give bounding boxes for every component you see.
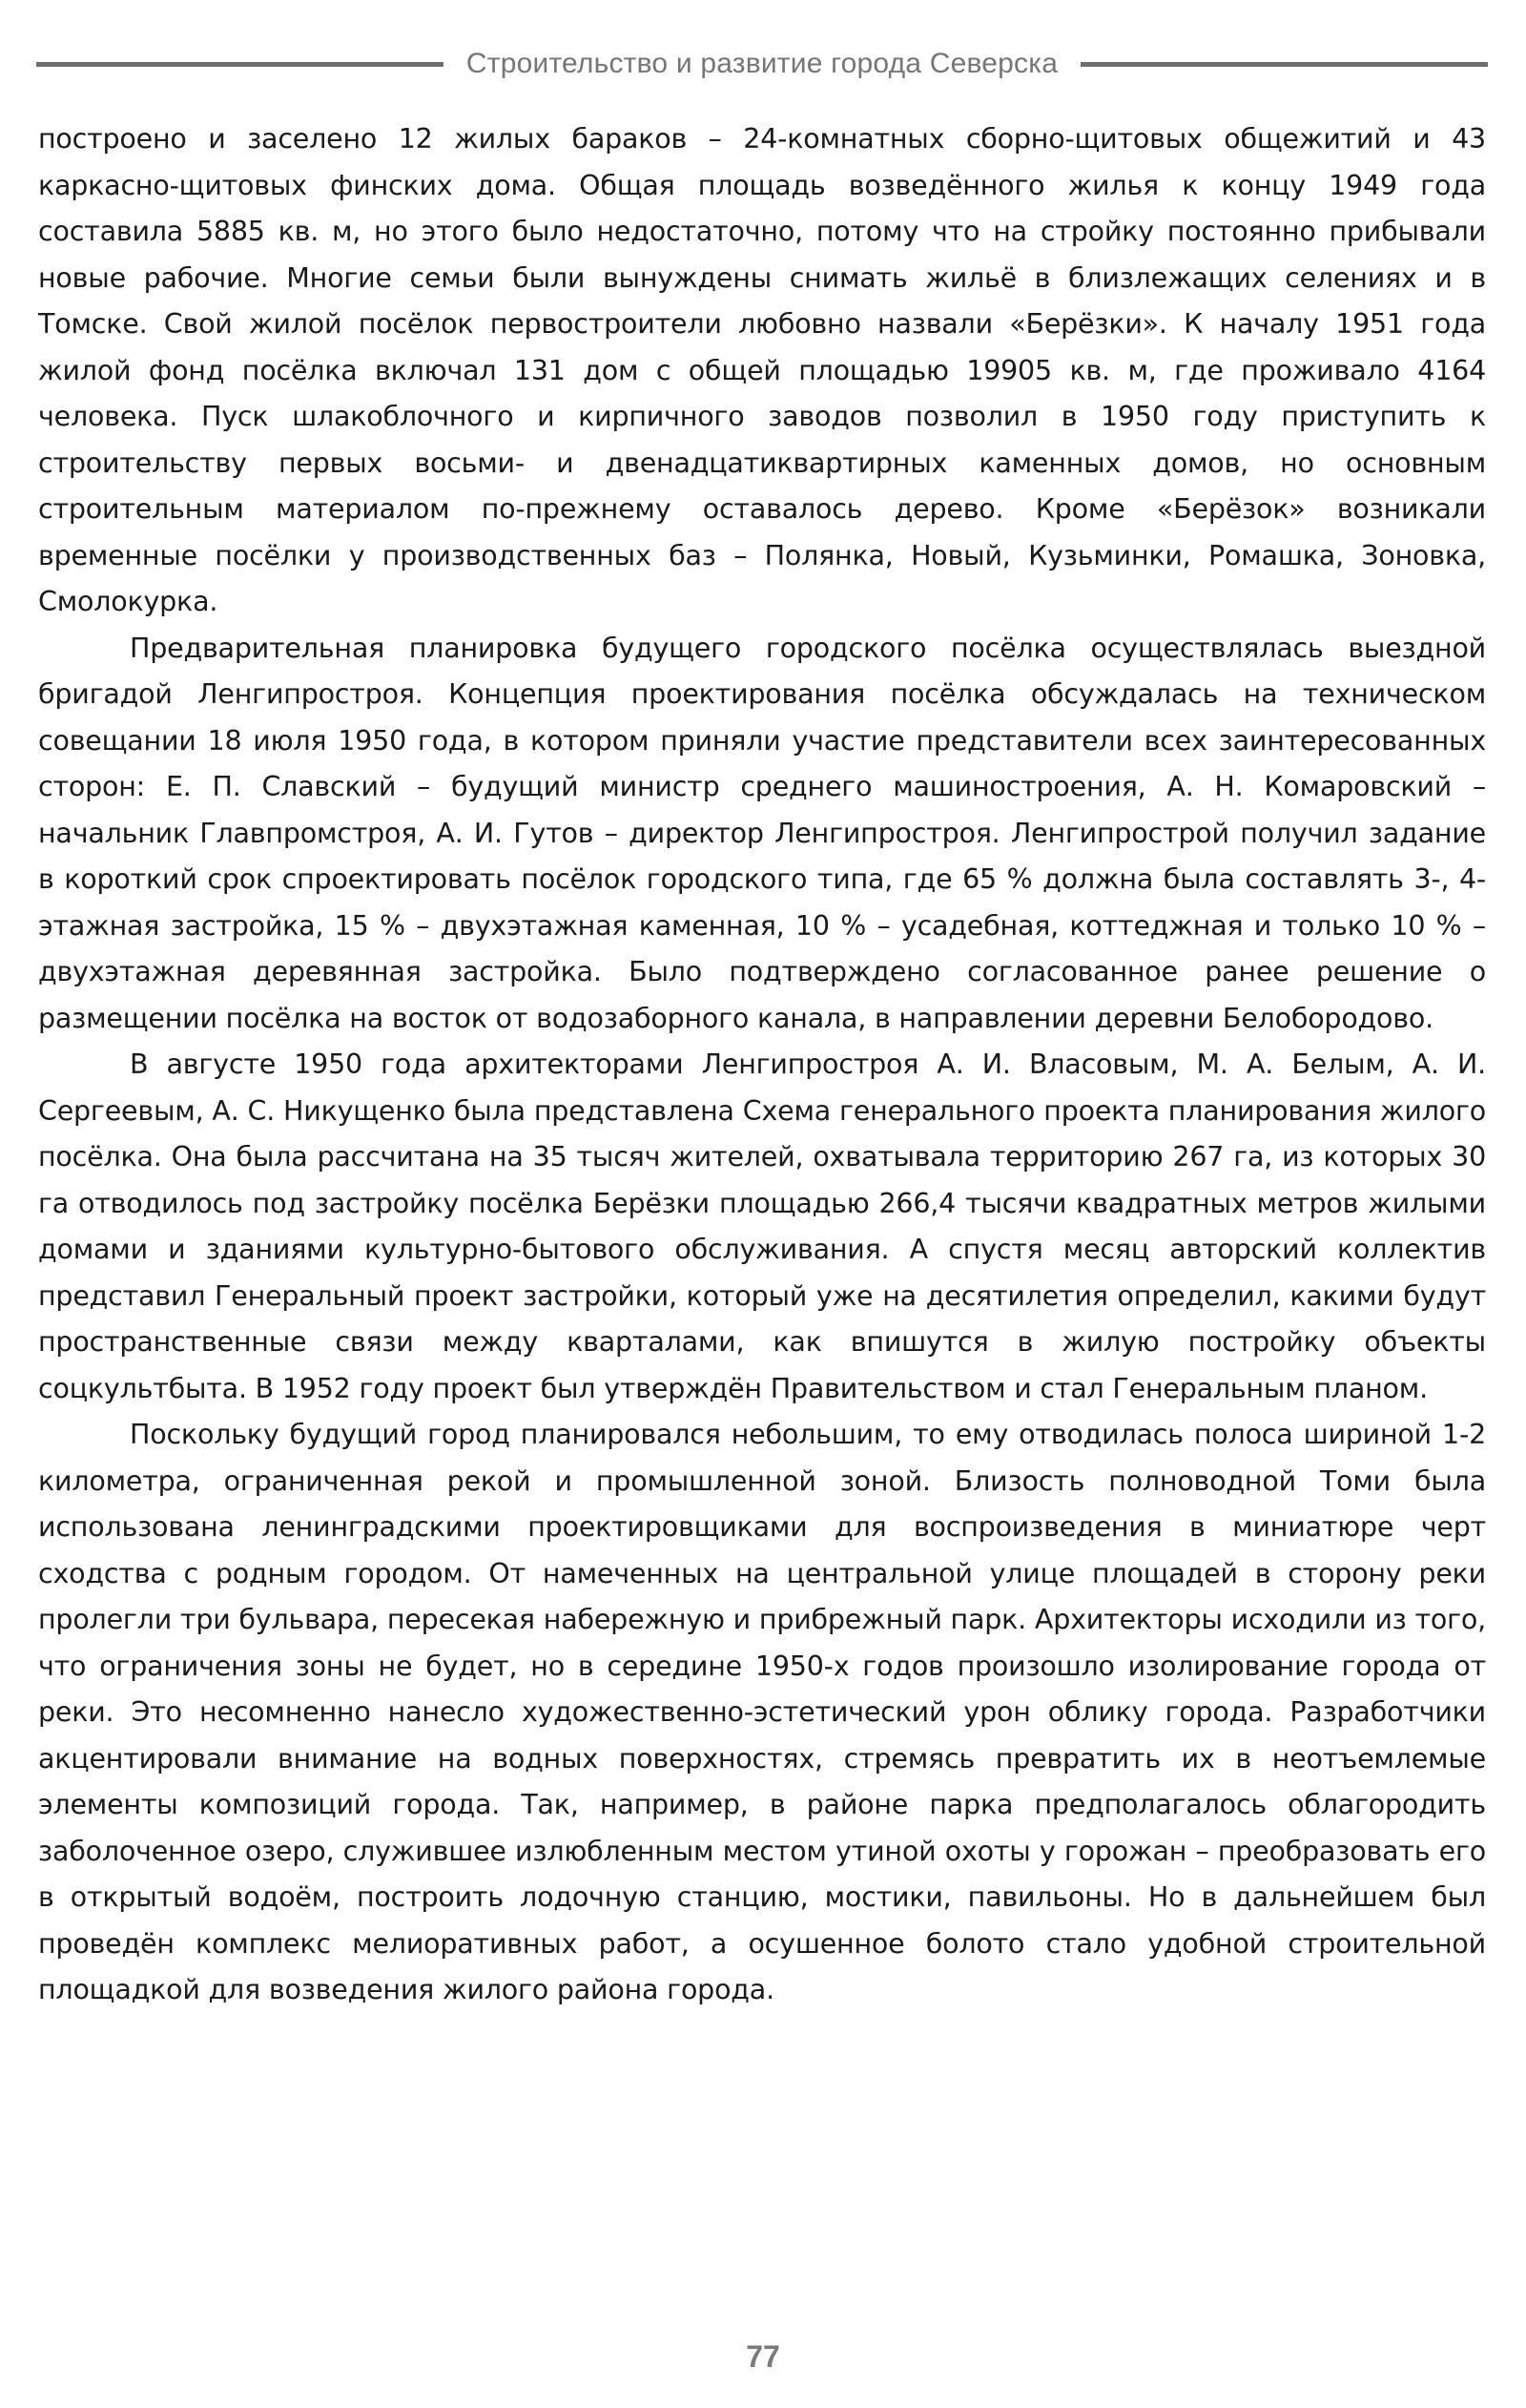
paragraph-2: Предварительная планировка будущего городского посёлка осуществлялась выездной бригадой Ленгипростроя. Концепция проектирования посёлка обсуждалась на техническом совещании 18 июля 1950 года, в котором приняли участие представители всех заинтересованных сторон: Е. П. Славский – будущий министр среднего машиностроения, А. Н. Комаровский – начальник Главпромстроя, А. И. Гутов – директор Ленгипростроя. Ленгипрострой получил задание в короткий срок спроектировать посёлок городского типа, где 65 % должна была составлять 3-, 4-этажная застройка, 15 % – двухэтажная каменная, 10 % – усадебная, коттеджная и только 10 % – двухэтажная деревянная застройка. Было подтверждено согласованное ранее решение о размещении посёлка на восток от водозаборного канала, в направлении деревни Белобородово. <box>38 632 1486 1034</box>
header-title: Строительство и развитие города Северска <box>465 48 1059 79</box>
header-rule-right <box>1081 62 1488 67</box>
header-rule-left <box>36 62 443 67</box>
running-header <box>36 38 1488 90</box>
page-number: 77 <box>746 2339 780 2374</box>
paragraph-4: Поскольку будущий город планировался небольшим, то ему отводилась полоса шириной 1-2 километра, ограниченная рекой и промышленной зоной. Близость полноводной Томи была использована ленинградскими проектировщиками для воспроизведения в миниатюре черт сходства с родным городом. От намеченных на центральной улице площадей в сторону реки пролегли три бульвара, пересекая набережную и прибрежный парк. Архитекторы исходили из того, что ограничения зоны не будет, но в середине 1950-х годов произошло изолирование города от реки. Это несомненно нанесло художественно-эстетический урон облику города. Разработчики акцентировали внимание на водных поверхностях, стремясь превратить их в неотъемлемые элементы композиций города. Так, например, в районе парка предполагалось облагородить заболоченное озеро, служившее излюбленным местом утиной охоты у горожан – преобразовать его в открытый водоём, построить лодочную станцию, мостики, павильоны. Но в дальнейшем был проведён комплекс мелиоративных работ, а осушенное болото стало удобной строительной площадкой для возведения жилого района города. <box>38 1419 1486 2005</box>
paragraph-1: построено и заселено 12 жилых бараков – 24-комнатных сборно-щитовых общежитий и 43 каркасно-щитовых финских дома. Общая площадь возведённого жилья к концу 1949 года составила 5885 кв. м, но этого было недостаточно, потому что на стройку постоянно прибывали новые рабочие. Многие семьи были вынуждены снимать жильё в близлежащих селениях и в Томске. Свой жилой посёлок первостроители любовно назвали «Берёзки». К началу 1951 года жилой фонд посёлка включал 131 дом с общей площадью 19905 кв. м, где проживало 4164 человека. Пуск шлакоблочного и кирпичного заводов позволил в 1950 году приступить к строительству первых восьми- и двенадцатиквартирных каменных домов, но основным строительным материалом по-прежнему оставалось дерево. Кроме «Берёзок» возникали временные посёлки у производственных баз – Полянка, Новый, Кузьминки, Ромашка, Зоновка, Смолокурка. <box>38 123 1486 617</box>
paragraph-3: В августе 1950 года архитекторами Ленгипростроя А. И. Власовым, М. А. Белым, А. И. Сергеевым, А. С. Никущенко была представлена Схема генерального проекта планирования жилого посёлка. Она была рассчитана на 35 тысяч жителей, охватывала территорию 267 га, из которых 30 га отводилось под застройку посёлка Берёзки площадью 266,4 тысячи квадратных метров жилыми домами и зданиями культурно-бытового обслуживания. А спустя месяц авторский коллектив представил Генеральный проект застройки, который уже на десятилетия определил, какими будут пространственные связи между кварталами, как впишутся в жилую постройку объекты соцкультбыта. В 1952 году проект был утверждён Правительством и стал Генеральным планом. <box>38 1048 1486 1404</box>
body-text <box>38 116 1486 2014</box>
